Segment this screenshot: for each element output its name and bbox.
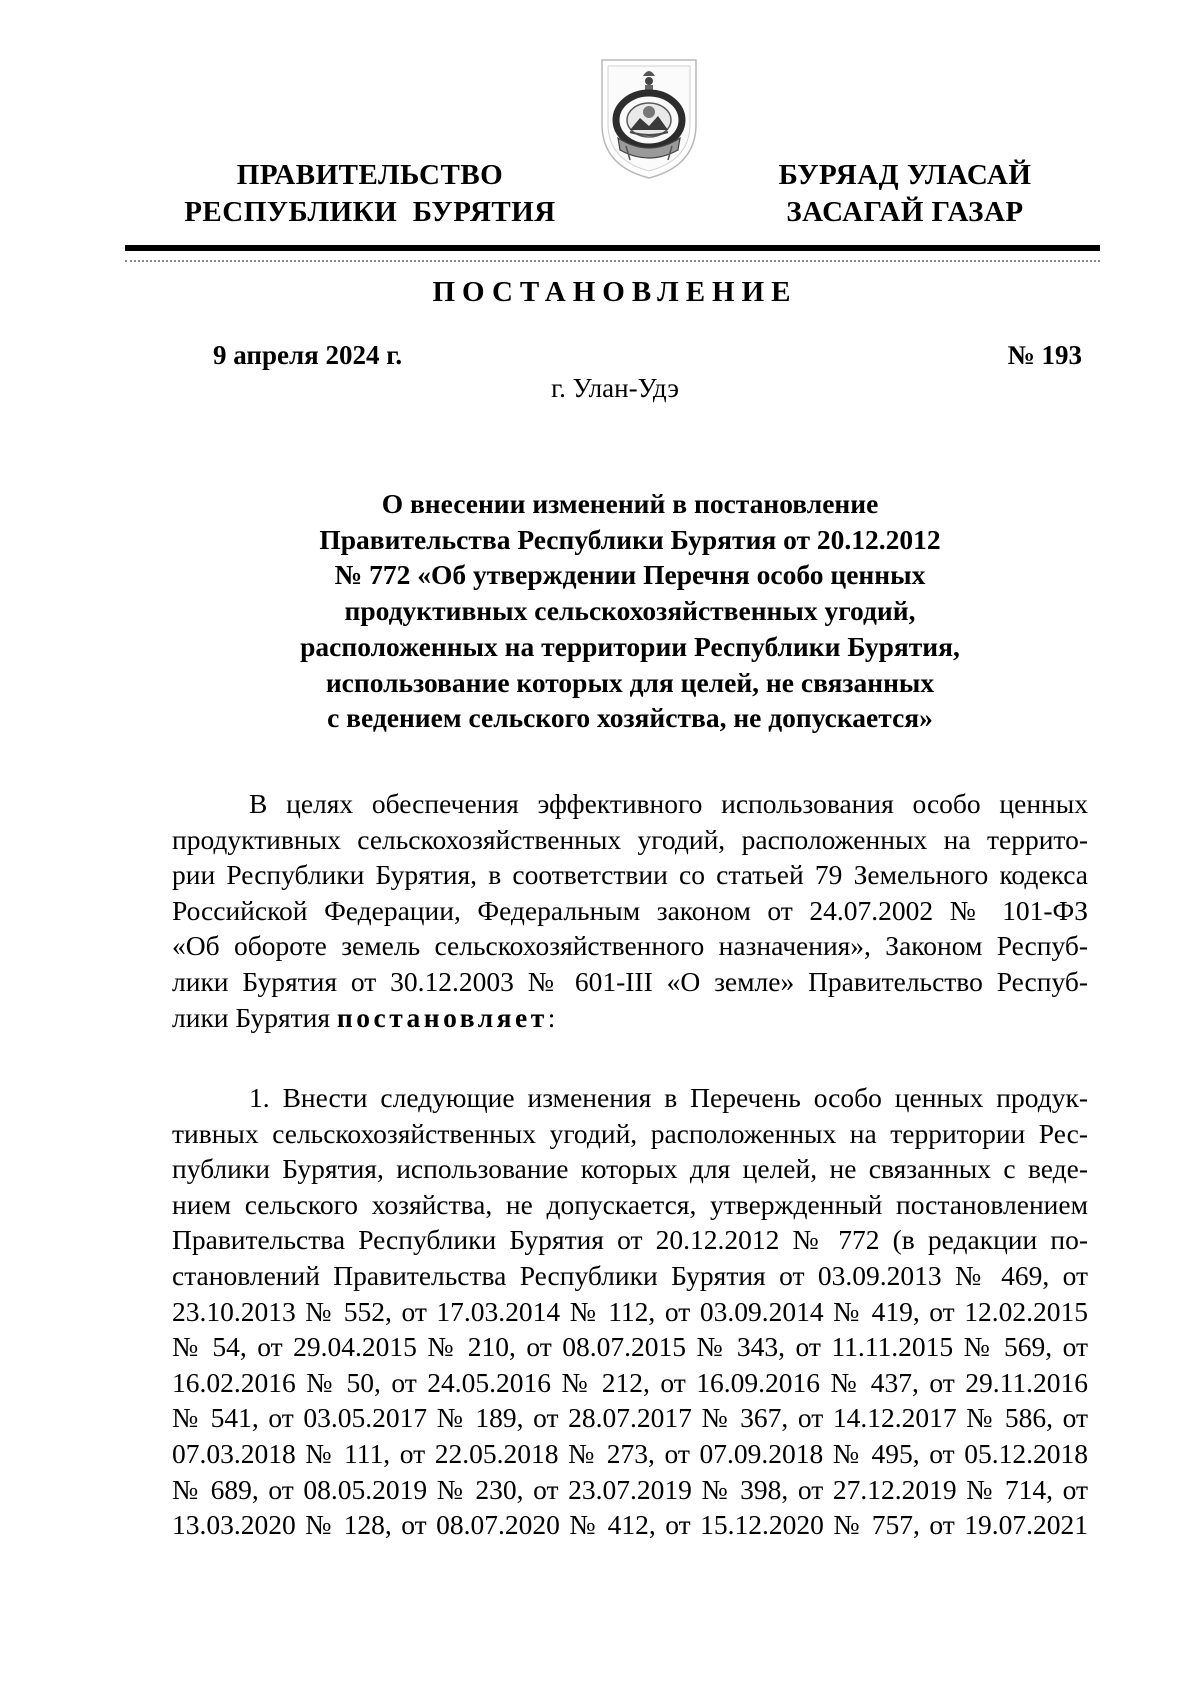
clause-line: № 541, от 03.05.2017 № 189, от 28.07.2017 № 367, от 14.12.2017 № 586, от xyxy=(172,1402,1088,1434)
government-name-bua xyxy=(740,157,1070,231)
preamble-line: В целях обеспечения эффективного использования особо ценных xyxy=(249,788,1088,819)
title-line: расположенных на территории Республики Бурятия, xyxy=(300,630,960,662)
clause-line: тивных сельскохозяйственных угодий, расположенных на территории Рес- xyxy=(172,1117,1088,1149)
header-divider-thick xyxy=(125,245,1100,251)
preamble-last-line xyxy=(172,1000,1088,1036)
decree-word: постановляет xyxy=(336,1001,548,1033)
government-name-ru xyxy=(160,157,580,231)
preamble-line: лики Бурятия от 30.12.2003 № 601-III «О земле» Правительство Респуб- xyxy=(172,965,1088,997)
header-divider-thin xyxy=(125,260,1100,262)
preamble-line: рии Республики Бурятия, в соответствии со статьей 79 Земельного кодекса xyxy=(172,859,1088,891)
clause-line: 1. Внести следующие изменения в Перечень особо ценных продук- xyxy=(249,1082,1088,1113)
clause-line: № 689, от 08.05.2019 № 230, от 23.07.2019 № 398, от 27.12.2019 № 714, от xyxy=(172,1473,1088,1505)
clause-line: 13.03.2020 № 128, от 08.07.2020 № 412, от 15.12.2020 № 757, от 19.07.2021 xyxy=(172,1509,1088,1541)
preamble-line: продуктивных сельскохозяйственных угодий, расположенных на террито- xyxy=(172,823,1088,855)
document-number: № 193 xyxy=(1007,340,1082,370)
government-name-ru-line1: ПРАВИТЕЛЬСТВО xyxy=(236,159,504,191)
clause-line: 23.10.2013 № 552, от 17.03.2014 № 112, от 03.09.2014 № 419, от 12.02.2015 xyxy=(172,1295,1088,1327)
government-name-bua-line1: БУРЯАД УЛАСАЙ xyxy=(778,159,1032,191)
title-line: № 772 «Об утверждении Перечня особо ценных xyxy=(334,559,926,591)
title-line: продуктивных сельскохозяйственных угодий, xyxy=(344,595,916,627)
title-line: с ведением сельского хозяйства, не допускается» xyxy=(327,702,933,734)
preamble-last-suffix: : xyxy=(547,1001,556,1033)
preamble-line: «Об обороте земель сельскохозяйственного назначения», Законом Респуб- xyxy=(172,930,1088,962)
title-line: О внесении изменений в постановление xyxy=(381,488,879,519)
clause-line: 16.02.2016 № 50, от 24.05.2016 № 212, от 16.09.2016 № 437, от 29.11.2016 xyxy=(172,1366,1088,1398)
preamble-line: Российской Федерации, Федеральным законом от 24.07.2002 № 101-ФЗ xyxy=(172,894,1088,926)
title-line: Правительства Республики Бурятия от 20.12.2012 xyxy=(319,523,941,555)
clause-line: нием сельского хозяйства, не допускается, утвержденный постановлением xyxy=(172,1188,1088,1220)
preamble-paragraph xyxy=(172,786,1088,1035)
clause-line: 07.03.2018 № 111, от 22.05.2018 № 273, от 07.09.2018 № 495, от 05.12.2018 xyxy=(172,1437,1088,1469)
document-title xyxy=(170,486,1090,736)
clause-line: становлений Правительства Республики Бурятия от 03.09.2013 № 469, от xyxy=(172,1259,1088,1291)
clause-line: Правительства Республики Бурятия от 20.12.2012 № 772 (в редакции по- xyxy=(172,1224,1088,1256)
government-name-ru-line2: РЕСПУБЛИКИ БУРЯТИЯ xyxy=(184,196,556,228)
clause-1-paragraph xyxy=(172,1080,1088,1543)
document-type: ПОСТАНОВЛЕНИЕ xyxy=(432,276,798,308)
title-line: использование которых для целей, не связанных xyxy=(325,666,935,698)
coat-of-arms-icon xyxy=(596,54,702,182)
government-name-bua-line2: ЗАСАГАЙ ГАЗАР xyxy=(786,196,1024,228)
clause-line: № 54, от 29.04.2015 № 210, от 08.07.2015 № 343, от 11.11.2015 № 569, от xyxy=(172,1331,1088,1363)
clause-line: публики Бурятия, использование которых для целей, не связанных с веде- xyxy=(172,1153,1088,1185)
document-date: 9 апреля 2024 г. xyxy=(213,340,403,370)
preamble-last-prefix: лики Бурятия xyxy=(172,1001,337,1033)
document-city: г. Улан-Удэ xyxy=(551,373,679,403)
